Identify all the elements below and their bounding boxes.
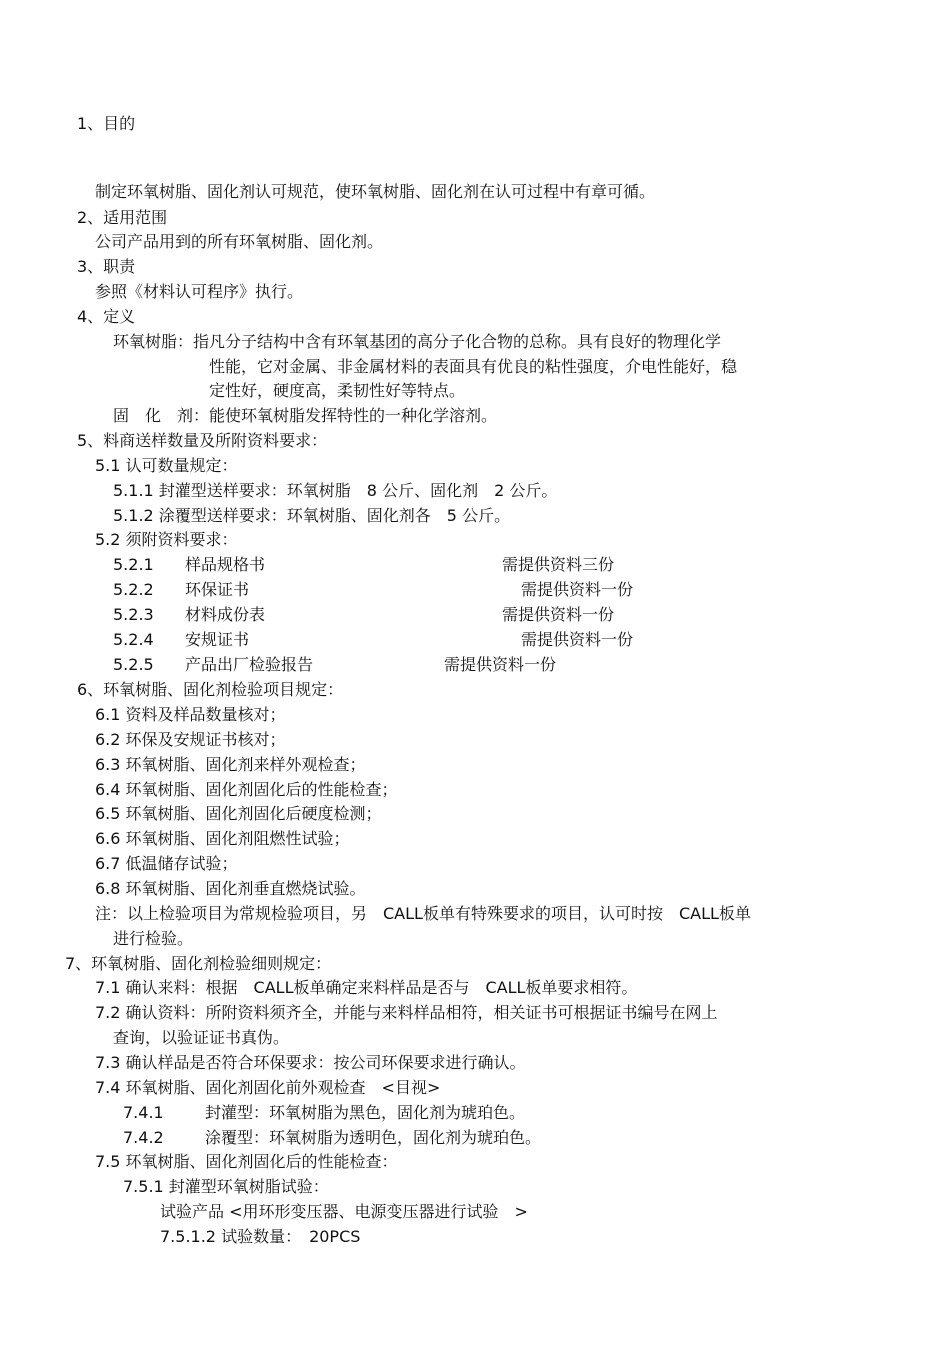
- text-line: 进行检验。: [113, 929, 194, 948]
- text-line: 7.1 确认来料：根据 CALL板单确定来料样品是否与 CALL板单要求相符。: [95, 978, 638, 997]
- text-line: 试验产品 <用环形变压器、电源变压器进行试验 >: [160, 1202, 528, 1221]
- text-line: 注：以上检验项目为常规检验项目，另 CALL板单有特殊要求的项目，认可时按 CALL板单: [95, 904, 751, 923]
- text-line: 需提供资料一份: [444, 655, 557, 674]
- text-line: 7.5 环氧树脂、固化剂固化后的性能检查：: [95, 1152, 398, 1171]
- text-line: 需提供资料一份: [521, 630, 634, 649]
- text-line: 7.4.2: [123, 1128, 164, 1147]
- text-line: 6.4 环氧树脂、固化剂固化后的性能检查；: [95, 780, 398, 799]
- text-line: 环保证书: [185, 580, 250, 599]
- text-line: 6.5 环氧树脂、固化剂固化后硬度检测；: [95, 804, 382, 823]
- text-line: 5.2.5: [113, 655, 154, 674]
- text-line: 需提供资料一份: [521, 580, 634, 599]
- text-line: 5.1.1 封灌型送样要求：环氧树脂 8 公斤、固化剂 2 公斤。: [113, 481, 558, 500]
- text-line: 参照《材料认可程序》执行。: [95, 282, 304, 301]
- text-line: 材料成份表: [185, 605, 266, 624]
- text-line: 6.1 资料及样品数量核对；: [95, 705, 286, 724]
- text-line: 6.8 环氧树脂、固化剂垂直燃烧试验。: [95, 879, 366, 898]
- text-line: 7.5.1 封灌型环氧树脂试验：: [123, 1177, 329, 1196]
- text-line: 查询，以验证证书真伪。: [113, 1028, 290, 1047]
- text-line: 5.2 须附资料要求：: [95, 530, 238, 549]
- text-line: 5.2.1: [113, 555, 154, 574]
- text-line: 样品规格书: [185, 555, 266, 574]
- text-line: 7.4.1: [123, 1103, 164, 1122]
- text-line: 7.4 环氧树脂、固化剂固化前外观检查 <目视>: [95, 1078, 441, 1097]
- text-line: 2、适用范围: [77, 208, 168, 227]
- text-line: 安规证书: [185, 630, 250, 649]
- text-line: 5.2.2: [113, 580, 154, 599]
- text-line: 固 化 剂：能使环氧树脂发挥特性的一种化学溶剂。: [113, 406, 498, 425]
- text-line: 公司产品用到的所有环氧树脂、固化剂。: [95, 232, 384, 251]
- text-line: 7.3 确认样品是否符合环保要求：按公司环保要求进行确认。: [95, 1053, 526, 1072]
- text-line: 6.7 低温储存试验；: [95, 854, 238, 873]
- text-line: 1、目的: [77, 114, 136, 133]
- text-line: 4、定义: [77, 307, 136, 326]
- text-line: 6.2 环保及安规证书核对；: [95, 730, 286, 749]
- text-line: 6.3 环氧树脂、固化剂来样外观检查；: [95, 755, 366, 774]
- text-line: 5、料商送样数量及所附资料要求：: [77, 431, 328, 450]
- text-line: 环氧树脂：指凡分子结构中含有环氧基团的高分子化合物的总称。具有良好的物理化学: [113, 332, 722, 351]
- text-line: 6、环氧树脂、固化剂检验项目规定：: [77, 680, 344, 699]
- text-line: 封灌型：环氧树脂为黑色，固化剂为琥珀色。: [205, 1103, 526, 1122]
- text-line: 5.1.2 涂覆型送样要求：环氧树脂、固化剂各 5 公斤。: [113, 506, 511, 525]
- text-line: 7、环氧树脂、固化剂检验细则规定：: [65, 954, 332, 973]
- text-line: 性能，它对金属、非金属材料的表面具有优良的粘性强度，介电性能好，稳: [209, 357, 738, 376]
- text-line: 7.2 确认资料：所附资料须齐全，并能与来料样品相符，相关证书可根据证书编号在网上: [95, 1003, 718, 1022]
- text-line: 3、职责: [77, 257, 136, 276]
- text-line: 5.2.4: [113, 630, 154, 649]
- text-line: 6.6 环氧树脂、固化剂阻燃性试验；: [95, 829, 350, 848]
- text-line: 5.2.3: [113, 605, 154, 624]
- text-line: 制定环氧树脂、固化剂认可规范，使环氧树脂、固化剂在认可过程中有章可循。: [95, 182, 656, 201]
- text-line: 需提供资料三份: [502, 555, 615, 574]
- text-line: 需提供资料一份: [502, 605, 615, 624]
- text-line: 7.5.1.2 试验数量： 20PCS: [160, 1227, 361, 1246]
- text-line: 5.1 认可数量规定：: [95, 456, 238, 475]
- text-line: 产品出厂检验报告: [185, 655, 314, 674]
- text-line: 定性好，硬度高，柔韧性好等特点。: [209, 381, 466, 400]
- text-line: 涂覆型：环氧树脂为透明色，固化剂为琥珀色。: [205, 1128, 542, 1147]
